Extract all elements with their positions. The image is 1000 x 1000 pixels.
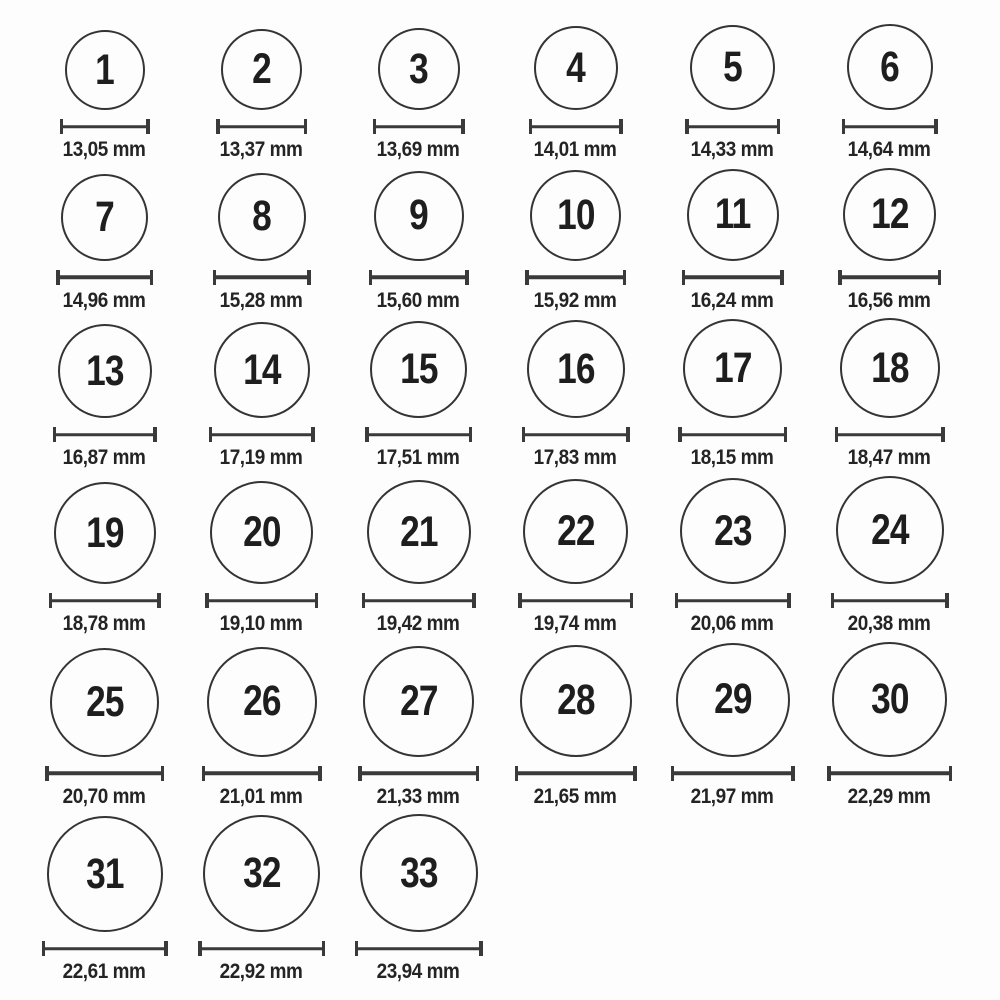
diameter-label: 14,64 mm [848,137,931,161]
diameter-measure-line [373,119,465,134]
ring-size-number: 33 [399,848,438,897]
diameter-measure-line [369,270,469,285]
ring-circle [50,648,159,757]
measure-line-bar [56,275,153,279]
ring-size-item [183,815,340,984]
ring-circle [54,482,156,584]
ring-size-number: 9 [409,191,428,240]
diameter-measure-line [835,427,945,442]
ring-size-number: 4 [566,43,585,92]
diameter-measure-line [682,270,784,285]
ring-size-item [26,174,183,313]
diameter-label: 14,33 mm [691,137,774,161]
ring-circle [47,816,163,932]
diameter-measure-line [213,270,311,285]
measure-line-bar [202,771,322,775]
ring-size-item [340,171,497,313]
ring-size-item [340,480,497,636]
diameter-label: 16,24 mm [691,287,774,312]
ring-circle [520,645,632,757]
ring-size-number: 12 [870,189,909,238]
ring-circle [690,25,775,110]
ring-size-item [183,29,340,162]
ring-size-number: 6 [880,42,899,91]
measure-line-bar [213,275,311,279]
ring-circle [360,814,478,932]
measure-line-bar [525,275,626,279]
ring-circle [840,318,940,418]
measure-line-bar [685,125,780,129]
ring-size-number: 7 [95,192,114,241]
ring-size-item [497,320,654,470]
measure-line-bar [53,433,157,437]
ring-circle [680,478,786,584]
ring-size-number: 8 [252,192,271,241]
diameter-measure-line [53,427,157,442]
ring-size-item [497,170,654,313]
measure-line-bar [678,433,787,437]
measure-line-bar [216,125,307,129]
diameter-label: 19,74 mm [534,611,617,636]
diameter-measure-line [209,427,315,442]
ring-size-number: 32 [242,849,281,898]
ring-size-item [340,28,497,162]
ring-size-number: 3 [409,44,428,93]
diameter-label: 22,92 mm [220,959,303,984]
diameter-label: 13,37 mm [220,137,303,161]
ring-size-number: 28 [556,676,595,725]
measure-line-bar [198,947,325,951]
diameter-label: 19,42 mm [377,611,460,636]
measure-line-bar [827,771,952,775]
measure-line-bar [369,275,469,279]
diameter-measure-line [518,593,633,608]
diameter-label: 14,96 mm [63,287,146,312]
diameter-label: 20,38 mm [848,611,931,636]
ring-circle [683,319,782,418]
measure-line-bar [358,771,479,775]
ring-size-item [340,814,497,984]
measure-line-bar [49,599,161,603]
ring-size-number: 29 [713,675,752,724]
ring-circle [210,481,313,584]
diameter-label: 16,87 mm [63,445,146,470]
ring-circle [832,642,947,757]
ring-size-row [26,642,976,809]
ring-size-number: 17 [713,344,752,393]
diameter-measure-line [678,427,787,442]
diameter-measure-line [671,766,795,781]
diameter-measure-line [838,270,941,285]
ring-size-item [654,319,811,470]
diameter-label: 18,15 mm [691,445,774,470]
diameter-measure-line [60,119,150,134]
ring-size-number: 18 [870,343,909,392]
ring-size-item [654,169,811,313]
diameter-label: 15,92 mm [534,287,617,312]
diameter-label: 16,56 mm [848,287,931,312]
ring-circle [687,169,779,261]
diameter-measure-line [202,766,322,781]
ring-size-item [183,481,340,636]
diameter-measure-line [675,593,791,608]
diameter-label: 21,33 mm [377,783,460,808]
measure-line-bar [45,771,164,775]
ring-circle [58,324,152,418]
ring-circle [523,479,628,584]
ring-size-item [183,647,340,809]
diameter-label: 21,65 mm [534,783,617,808]
ring-size-number: 22 [556,507,595,556]
measure-line-bar [831,599,949,603]
ring-circle [836,476,944,584]
diameter-label: 13,05 mm [63,137,146,161]
ring-size-number: 15 [399,345,438,394]
ring-circle [378,28,460,110]
diameter-measure-line [525,270,626,285]
ring-circle [363,646,474,757]
ring-circle [218,173,306,261]
ring-circle [203,815,320,932]
ring-size-item [340,321,497,470]
measure-line-bar [675,599,791,603]
measure-line-bar [365,433,472,437]
ring-size-number: 2 [252,45,271,93]
diameter-measure-line [362,593,476,608]
diameter-label: 14,01 mm [534,137,617,161]
ring-size-item [654,25,811,162]
ring-size-item [654,478,811,636]
diameter-label: 18,78 mm [63,611,146,636]
ring-size-item [26,648,183,809]
ring-size-item [26,816,183,984]
diameter-label: 17,19 mm [220,445,303,470]
diameter-label: 23,94 mm [377,959,460,984]
diameter-measure-line [45,766,164,781]
diameter-label: 17,83 mm [534,445,617,470]
ring-circle [374,171,464,261]
ring-size-number: 25 [85,677,124,726]
diameter-label: 22,29 mm [848,783,931,808]
ring-circle [221,29,302,110]
measure-line-bar [373,125,465,129]
ring-size-number: 10 [556,190,595,239]
ring-size-item [654,643,811,809]
ring-size-row [26,814,976,984]
diameter-label: 17,51 mm [377,445,460,470]
ring-size-number: 1 [95,45,114,94]
diameter-measure-line [42,941,168,956]
diameter-measure-line [355,941,483,956]
ring-size-number: 16 [556,344,595,393]
diameter-label: 21,01 mm [220,783,303,808]
measure-line-bar [838,275,941,279]
measure-line-bar [209,433,315,437]
ring-circle [367,480,471,584]
ring-circle [61,174,148,261]
measure-line-bar [522,433,630,437]
measure-line-bar [671,771,795,775]
measure-line-bar [42,947,168,951]
diameter-measure-line [49,593,161,608]
ring-size-number: 31 [85,849,124,898]
diameter-measure-line [365,427,472,442]
ring-circle [214,322,310,418]
ring-size-number: 11 [714,190,751,239]
diameter-measure-line [529,119,623,134]
ring-size-item [811,318,968,470]
ring-size-row [26,318,976,470]
diameter-label: 15,60 mm [377,287,460,312]
ring-circle [207,647,317,757]
ring-size-item [811,642,968,809]
measure-line-bar [529,125,623,129]
measure-line-bar [362,599,476,603]
ring-circle [527,320,625,418]
diameter-measure-line [515,766,637,781]
measure-line-bar [205,599,318,603]
diameter-measure-line [358,766,479,781]
diameter-label: 13,69 mm [377,137,460,161]
measure-line-bar [842,125,938,129]
measure-line-bar [518,599,633,603]
measure-line-bar [682,275,784,279]
diameter-measure-line [831,593,949,608]
diameter-measure-line [842,119,938,134]
diameter-label: 22,61 mm [63,959,146,984]
ring-size-number: 19 [85,508,124,557]
ring-size-number: 23 [713,506,752,555]
ring-size-item [497,479,654,636]
diameter-measure-line [685,119,780,134]
diameter-measure-line [205,593,318,608]
ring-size-number: 21 [399,507,438,556]
ring-circle [843,168,936,261]
diameter-label: 20,06 mm [691,611,774,636]
diameter-measure-line [216,119,307,134]
ring-circle [370,321,467,418]
ring-size-item [183,322,340,470]
ring-size-item [497,26,654,162]
ring-size-item [811,24,968,162]
ring-size-item [26,30,183,162]
ring-size-row [26,476,976,636]
diameter-measure-line [56,270,153,285]
ring-size-row [26,168,976,313]
measure-line-bar [835,433,945,437]
diameter-label: 19,10 mm [220,611,303,636]
ring-circle [534,26,618,110]
ring-size-item [497,645,654,809]
ring-size-item [811,476,968,636]
diameter-measure-line [198,941,325,956]
ring-circle [676,643,790,757]
ring-size-number: 30 [870,674,909,723]
ring-size-row [26,24,976,162]
ring-size-item [340,646,497,809]
ring-size-number: 20 [242,508,281,557]
measure-line-bar [60,125,150,129]
ring-size-item [26,324,183,470]
ring-size-item [26,482,183,636]
measure-line-bar [515,771,637,775]
ring-size-number: 5 [723,43,742,91]
ring-circle [65,30,145,110]
measure-line-bar [355,947,483,951]
ring-size-number: 27 [399,676,438,725]
ring-size-number: 24 [870,505,909,554]
ring-size-number: 13 [85,346,124,395]
diameter-measure-line [522,427,630,442]
ring-size-item [183,173,340,313]
diameter-label: 18,47 mm [848,445,931,470]
ring-circle [530,170,621,261]
ring-circle [847,24,933,110]
ring-size-number: 26 [242,677,281,726]
diameter-measure-line [827,766,952,781]
diameter-label: 15,28 mm [220,287,303,312]
diameter-label: 20,70 mm [63,783,146,808]
ring-size-number: 14 [242,345,281,394]
ring-size-item [811,168,968,313]
diameter-label: 21,97 mm [691,783,774,808]
